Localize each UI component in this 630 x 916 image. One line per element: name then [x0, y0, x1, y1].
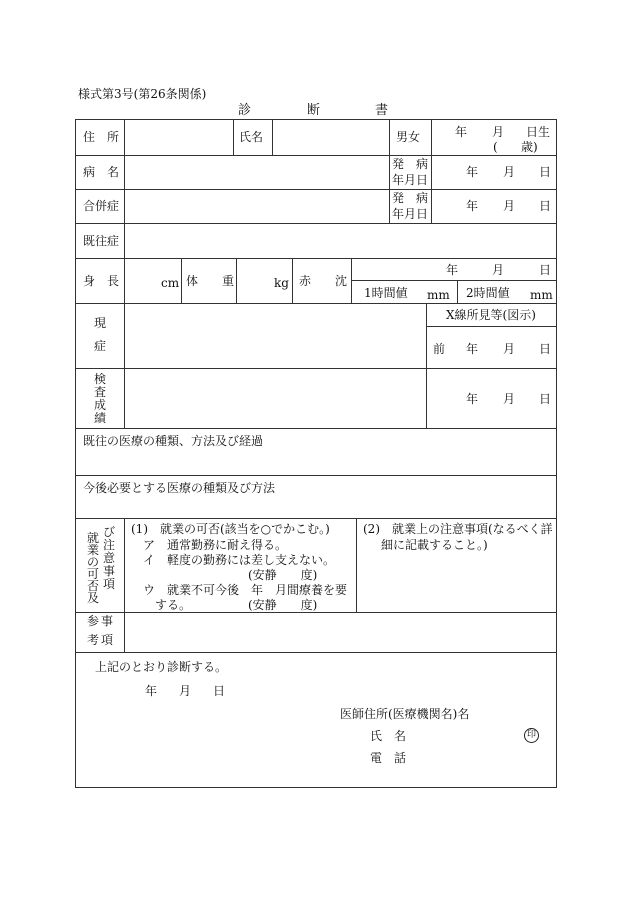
- disease-onset-label-1: 発 病: [392, 157, 429, 171]
- lab-month: 月: [503, 392, 516, 406]
- work-notes-line2: 細に記載すること。): [381, 538, 488, 552]
- disease-label: 病 名: [83, 165, 120, 179]
- work-label-col1-6: 及: [86, 591, 99, 605]
- esr-label: 赤 沈: [299, 274, 348, 288]
- work-label-col1-2: 業: [86, 543, 99, 557]
- lab-results-char-3: 成: [93, 398, 106, 412]
- work-option-u: ウ 就業不可今後 年 月間療養を要: [143, 583, 348, 597]
- diagnosis-year: 年: [145, 684, 158, 698]
- diagnosis-month: 月: [179, 684, 192, 698]
- lab-year: 年: [466, 392, 479, 406]
- esr-date-month: 月: [492, 263, 505, 277]
- work-label-col2-5: 項: [102, 577, 115, 591]
- form-number: 様式第3号(第26条関係): [78, 87, 207, 101]
- past-treatment-label: 既往の医療の種類、方法及び経過: [83, 434, 264, 448]
- esr-2hour-unit: mm: [530, 288, 553, 302]
- weight-label: 体 重: [186, 274, 235, 288]
- work-notes-line1: (2) 就業上の注意事項(なるべく詳: [363, 522, 553, 536]
- complication-onset-label-2: 年月日: [392, 207, 429, 221]
- work-option-a: ア 通常勤務に耐え得る。: [143, 538, 288, 552]
- future-treatment-label: 今後必要とする医療の種類及び方法: [83, 481, 276, 495]
- remarks-label-char-2: 事: [101, 614, 114, 628]
- disease-onset-year: 年: [466, 165, 479, 179]
- remarks-label-char-1: 参: [87, 614, 100, 628]
- complication-onset-month: 月: [503, 199, 516, 213]
- symptoms-label-2: 症: [94, 339, 107, 353]
- age-unit-label: 歳): [521, 140, 538, 154]
- history-label: 既往症: [83, 234, 120, 248]
- xray-label: X線所見等(図示): [446, 308, 536, 322]
- xray-before: 前: [433, 342, 446, 356]
- remarks-label-char-3: 考: [87, 633, 100, 647]
- work-option-u-rest: (安静 度): [248, 598, 318, 612]
- xray-month: 月: [503, 342, 516, 356]
- diagnosis-statement: 上記のとおり診断する。: [95, 660, 228, 674]
- document-title-char-1: 診: [238, 103, 252, 118]
- height-label: 身 長: [83, 274, 120, 288]
- symptoms-label-1: 現: [94, 316, 107, 330]
- address-label: 住 所: [83, 130, 120, 144]
- work-option-i-rest: (安静 度): [248, 568, 318, 582]
- lab-results-char-4: 績: [93, 411, 106, 425]
- esr-date-day: 日: [539, 263, 552, 277]
- dob-month-label: 月: [492, 125, 505, 139]
- lab-results-char-2: 査: [93, 385, 106, 399]
- work-label-col1-1: 就: [86, 531, 99, 545]
- work-label-col2-1: び: [102, 525, 115, 539]
- work-label-col1-3: の: [86, 555, 99, 569]
- name-label: 氏名: [239, 130, 264, 144]
- doctor-name-label: 氏 名: [370, 729, 407, 743]
- esr-2hour-label: 2時間値: [466, 286, 510, 300]
- work-option-u-line2: する。: [155, 598, 192, 612]
- work-label-col2-2: 注: [102, 538, 115, 552]
- remarks-label-char-4: 項: [101, 633, 114, 647]
- dob-year-label: 年: [455, 125, 468, 139]
- diagnosis-day: 日: [213, 684, 226, 698]
- lab-results-char-1: 検: [93, 372, 106, 386]
- complication-onset-label-1: 発 病: [392, 191, 429, 205]
- work-label-col2-4: 事: [102, 564, 115, 578]
- document-title-char-2: 断: [307, 103, 321, 118]
- work-option-i: イ 軽度の勤務には差し支えない。: [143, 553, 336, 567]
- xray-day: 日: [539, 342, 552, 356]
- xray-year: 年: [466, 342, 479, 356]
- lab-day: 日: [539, 392, 552, 406]
- work-possibility-heading: (1) 就業の可否(該当を○でかこむ。): [131, 522, 330, 536]
- esr-1hour-label: 1時間値: [364, 286, 408, 300]
- seal-icon: 印: [524, 728, 539, 743]
- complication-onset-year: 年: [466, 199, 479, 213]
- age-open-paren: (: [493, 140, 498, 154]
- disease-onset-label-2: 年月日: [392, 173, 429, 187]
- dob-day-label: 日生: [526, 125, 551, 139]
- complication-label: 合併症: [83, 199, 120, 213]
- work-label-col2-3: 意: [102, 551, 115, 565]
- work-label-col1-5: 否: [86, 579, 99, 593]
- disease-onset-month: 月: [503, 165, 516, 179]
- esr-date-year: 年: [446, 263, 459, 277]
- work-label-col1-4: 可: [86, 567, 99, 581]
- height-unit: cm: [161, 276, 180, 290]
- esr-1hour-unit: mm: [427, 288, 450, 302]
- document-title-char-3: 書: [375, 103, 389, 118]
- disease-onset-day: 日: [539, 165, 552, 179]
- weight-unit: kg: [274, 276, 289, 290]
- sex-label: 男女: [396, 130, 421, 144]
- doctor-address-label: 医師住所(医療機関名)名: [340, 707, 470, 721]
- phone-label: 電 話: [370, 751, 407, 765]
- complication-onset-day: 日: [539, 199, 552, 213]
